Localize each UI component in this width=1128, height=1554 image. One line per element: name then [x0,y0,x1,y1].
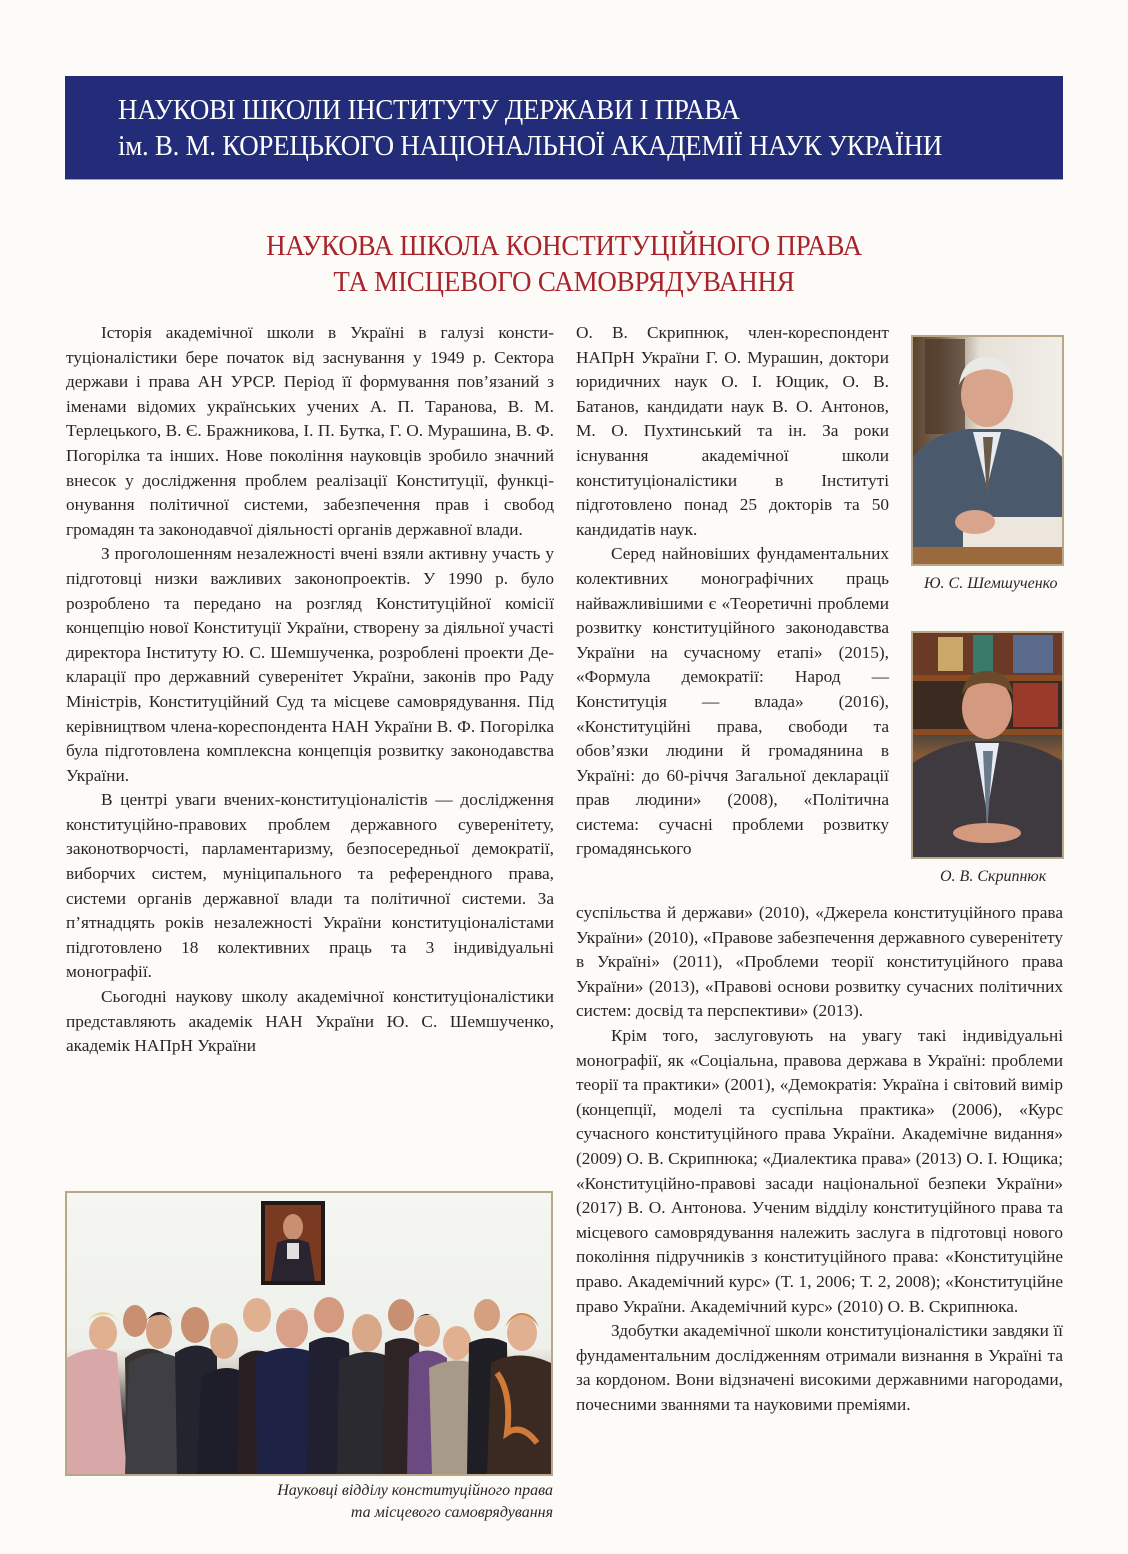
left-column [66,321,554,1059]
portrait-shemshuchenko-photo [911,335,1064,566]
portrait-figure [913,337,1062,564]
banner-line-1: НАУКОВІ ШКОЛИ ІНСТИТУТУ ДЕРЖАВИ І ПРАВА [118,94,740,126]
group-caption-line-2: та місцевого самоврядування [350,1504,553,1521]
paragraph: суспільства й держави» (2010), «Джерела конституційного права України» (2010), «Правове забезпечення державного суверенітету в Україні» (2011), «Проблеми теорії конституційного права України» (2013), «Правові основи розвитку сучасних політичних систем: досвід та перспективи» (2013). [576,903,1063,1021]
group-caption-line-1: Науковці відділу конституційного права [277,1482,553,1499]
portrait-figure [913,633,1062,857]
paragraph: Історія академічної школи в Україні в галузі конституціоналістики бере початок від заснування у 1949 р. Сектора держави і права АН УРСР. Період її формування пов’язаний з іменами відомих українських учених А. П. Таранова, В. М. Терлецького, В. Є. Бражникова, І. П. Бутка, Г. О. Мурашина, В. Ф. Погорілка та інших. Нове покоління науковців зробило значний внесок у дослідження проблем реалізації Конституції, функціонування політичної системи, забезпечення прав і свобод громадян та законодавчої діяльності органів державної влади. [66,323,554,539]
portrait-skrypniuk-photo [911,631,1064,859]
paragraph: В центрі уваги вчених-конституціоналістів — дослідження конституційно-правових проблем державного суверенітету, законотворчості, парламентаризму, безпосередньої демократії, виборчих систем, муніципального та референдного права, системи органів державної влади та політичної системи. За п’ятнадцять років незалежності України конституціоналістами підготовлено 18 колективних праць та 3 індивідуальні монографії. [66,790,554,982]
portrait-skrypniuk-caption: О. В. Скрипнюк [940,868,1047,885]
paragraph: З проголошенням незалежності вчені взяли активну участь у підготовці низки важливих законопроектів. У 1990 р. було розроблено та передано на розгляд Конституційної комісії концепцію нової Конституції України, створену за діяльної участі директора Інституту Ю. С. Шемшученка, розроблені проекти Декларації про державний суверенітет України, законів про Раду Міністрів, Конституційний Суд та місцеве самоврядування. Під керівництвом члена-кореспондента НАН України В. Ф. Погорілка була підготовлена комплексна концепція розвитку законодавства України. [66,544,554,785]
right-column-narrow [576,321,889,862]
paragraph: О. В. Скрипнюк, член-кореспондент НАПрН України Г. О. Мурашин, доктори юридичних наук О. І. Ющик, О. В. Батанов, кандидати наук В. О. Антонов, М. О. Пухтинський та ін. За роки існування академічної школи конституціоналістики в Інституті підготовлено понад 25 докторів та 50 кандидатів наук. [576,323,889,539]
title-line-1: НАУКОВА ШКОЛА КОНСТИТУЦІЙНОГО ПРАВА [266,230,862,262]
right-column-wide [576,901,1063,1417]
group-figure [67,1193,551,1474]
header-banner [65,76,1063,180]
banner-line-2: ім. В. М. КОРЕЦЬКОГО НАЦІОНАЛЬНОЇ АКАДЕМІЇ НАУК УКРАЇНИ [118,130,943,162]
paragraph: Серед найновіших фундаментальних колективних монографічних праць найважливішими є «Теоретичні проблеми розвитку конституційного законодавства України на сучасному етапі» (2015), «Формула демократії: Народ — Конституція — влада» (2016), «Конституційні права, свободи та обов’язки людини й громадянина в Україні: до 60-річчя Загальної декларації прав людини» (2008), «Політична система: сучасні проблеми розвитку громадянського [576,544,889,859]
article-title [0,228,1128,300]
group-photo-caption [0,1480,553,1524]
paragraph: Сьогодні наукову школу академічної конституціоналістики представляють академік НАН України Ю. С. Шемшученко, академік НАПрН України [66,987,554,1056]
portrait-shemshuchenko-caption: Ю. С. Шемшученко [924,575,1058,592]
title-line-2: ТА МІСЦЕВОГО САМОВРЯДУВАННЯ [333,266,795,298]
group-photo [65,1191,553,1476]
paragraph: Крім того, заслуговують на увагу такі індивідуальні монографії, як «Соціальна, правова держава в Україні: проблеми теорії та практики» (2001), «Демократія: Україна і світовий вимір (концепції, моделі та суспільна практика» (2006), «Курс сучасного конституційного права України. Академічне видання» (2009) О. В. Скрипнюка; «Диалектика права» (2013) О. І. Ющика; «Конституційно-правові засади національної безпеки України» (2017) В. О. Антонова. Ученим відділу конституційного права та місцевого самоврядування належить заслуга в підготовці нового покоління підручників з конституційного права: «Конституційне право. Академічний курс» (Т. 1, 2006; Т. 2, 2008); «Конституційне право України. Академічний курс» (2010) О. В. Скрипнюка. [576,1025,1063,1316]
paragraph: Здобутки академічної школи конституціоналістики завдяки її фундаментальним дослідженням отримали визнання в Україні та за кордоном. Вони відзначені високими державними нагородами, почесними званнями та науковими преміями. [576,1321,1063,1414]
